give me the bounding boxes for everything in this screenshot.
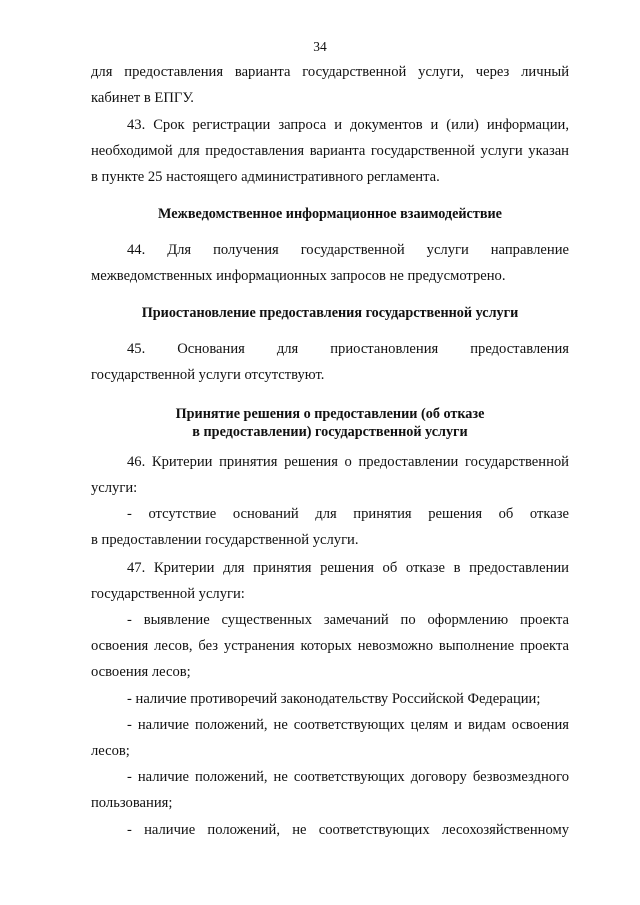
text-line: - наличие положений, не соответствующих лесохозяйственному (127, 822, 569, 838)
text-line: освоения лесов; (91, 664, 191, 680)
text-line: - отсутствие оснований для принятия решения об отказе (127, 506, 569, 522)
text-line: в предоставлении государственной услуги. (91, 532, 359, 548)
text-line: 45. Основания для приостановления предоставления (127, 341, 569, 357)
text-line: - наличие положений, не соответствующих целям и видам освоения (127, 717, 569, 733)
text-line: услуги: (91, 480, 138, 496)
text-line: государственной услуги отсутствуют. (91, 367, 325, 383)
text-line: - наличие положений, не соответствующих договору безвозмездного (127, 769, 569, 785)
section-heading: Приостановление предоставления государственной услуги (141, 305, 519, 321)
text-line: пользования; (91, 795, 173, 811)
text-line: - наличие противоречий законодательству Российской Федерации; (127, 691, 541, 707)
section-heading: Межведомственное информационное взаимодействие (158, 206, 502, 222)
text-line: межведомственных информационных запросов не предусмотрено. (91, 268, 506, 284)
text-line: государственной услуги: (91, 586, 245, 602)
text-line: 43. Срок регистрации запроса и документов и (или) информации, (127, 117, 569, 133)
section-heading: Принятие решения о предоставлении (об отказе (175, 406, 485, 422)
text-line: 44. Для получения государственной услуги направление (127, 242, 569, 258)
text-line: для предоставления варианта государственной услуги, через личный (91, 64, 569, 80)
text-line: освоения лесов, без устранения которых невозможно выполнение проекта (91, 638, 569, 654)
text-line: лесов; (91, 743, 130, 759)
text-line: 47. Критерии для принятия решения об отказе в предоставлении (127, 560, 569, 576)
text-line: - выявление существенных замечаний по оформлению проекта (127, 612, 569, 628)
text-line: 46. Критерии принятия решения о предоставлении государственной (127, 454, 569, 470)
text-line: кабинет в ЕПГУ. (91, 90, 194, 106)
text-line: в пункте 25 настоящего административного регламента. (91, 169, 440, 185)
page-number: 34 (313, 39, 327, 54)
text-line: необходимой для предоставления варианта государственной услуги указан (91, 143, 569, 159)
section-heading: в предоставлении) государственной услуги (192, 424, 468, 440)
